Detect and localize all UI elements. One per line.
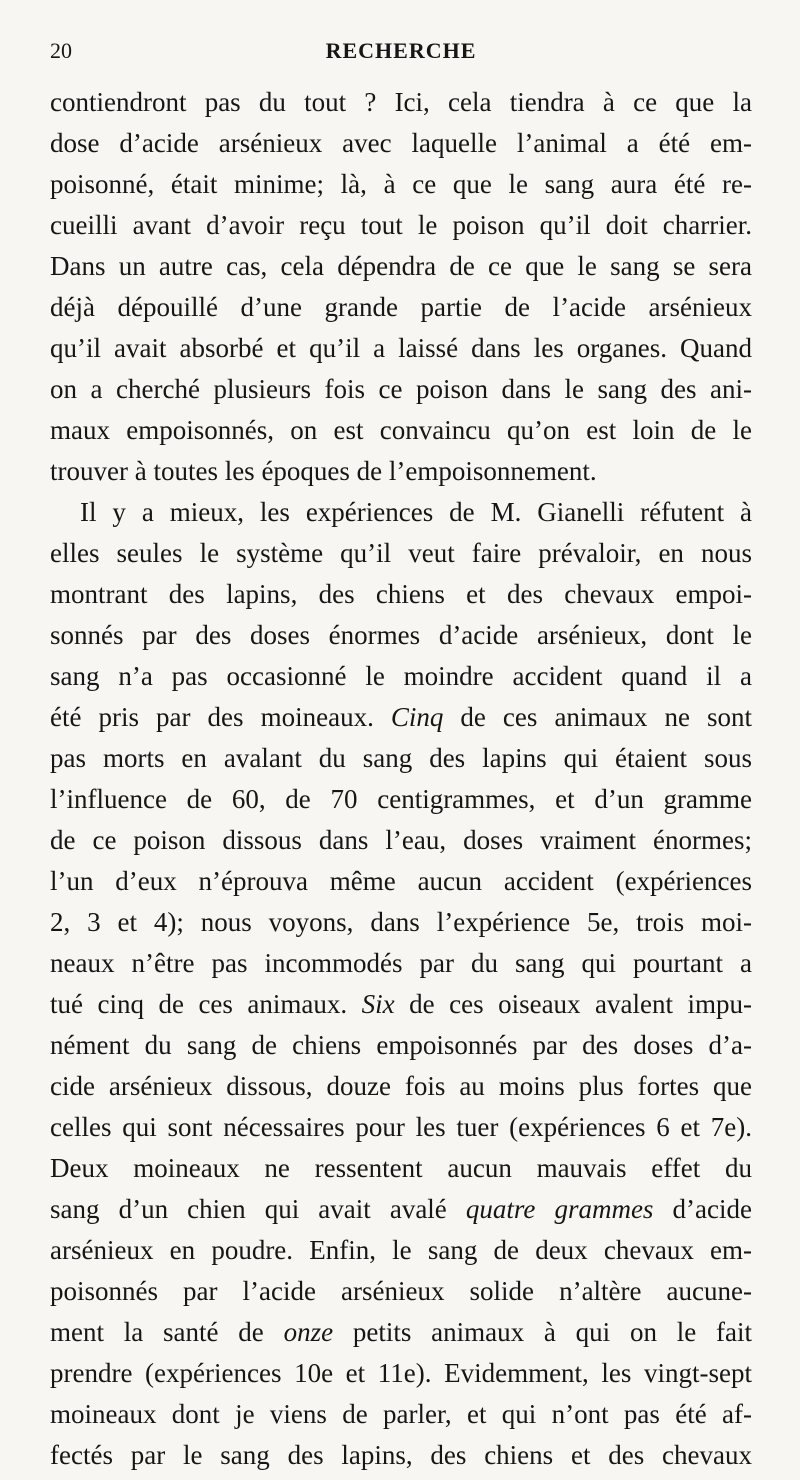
text-line: on a cherché plusieurs fois ce poison dans le sang des ani- xyxy=(50,374,752,404)
text-line: fectés par le sang des lapins, des chiens et des chevaux xyxy=(50,1440,752,1470)
running-head: RECHERCHE xyxy=(325,38,477,63)
text-line: l’influence de 60, de 70 centigrammes, et d’un gramme xyxy=(50,784,752,814)
text-line: l’un d’eux n’éprouva même aucun accident (expériences xyxy=(50,866,752,896)
text-line: contiendront pas du tout ? Ici, cela tiendra à ce que la xyxy=(50,87,752,117)
text-line: déjà dépouillé d’une grande partie de l’acide arsénieux xyxy=(50,292,752,322)
text-line: arsénieux en poudre. Enfin, le sang de deux chevaux em- xyxy=(50,1235,752,1265)
text-line: Dans un autre cas, cela dépendra de ce que le sang se sera xyxy=(50,251,752,281)
body-text xyxy=(50,82,752,1476)
text-line: 2, 3 et 4); nous voyons, dans l’expérience 5e, trois moi- xyxy=(50,907,752,937)
text-line: qu’il avait absorbé et qu’il a laissé dans les organes. Quand xyxy=(50,333,752,363)
text-line: montrant des lapins, des chiens et des chevaux empoi- xyxy=(50,579,752,609)
text-line: trouver à toutes les époques de l’empoisonnement. xyxy=(50,456,597,486)
text-line: neaux n’être pas incommodés par du sang qui pourtant a xyxy=(50,948,752,978)
text-line: tué cinq de ces animaux. Six de ces oiseaux avalent impu- xyxy=(50,989,753,1019)
text-line: moineaux dont je viens de parler, et qui n’ont pas été af- xyxy=(50,1399,752,1429)
text-line: sang d’un chien qui avait avalé quatre grammes d’acide xyxy=(50,1194,752,1224)
text-line: de ce poison dissous dans l’eau, doses vraiment énormes; xyxy=(50,825,752,855)
text-line: poisonnés par l’acide arsénieux solide n’altère aucune- xyxy=(50,1276,752,1306)
text-line: celles qui sont nécessaires pour les tuer (expériences 6 et 7e). xyxy=(50,1112,752,1142)
text-line: nément du sang de chiens empoisonnés par des doses d’a- xyxy=(50,1030,752,1060)
text-line: poisonné, était minime; là, à ce que le sang aura été re- xyxy=(50,169,752,199)
text-line: sang n’a pas occasionné le moindre accident quand il a xyxy=(50,661,752,691)
text-line: sonnés par des doses énormes d’acide arsénieux, dont le xyxy=(50,620,752,650)
page-header xyxy=(50,38,752,78)
page-number: 20 xyxy=(50,38,72,63)
text-line: elles seules le système qu’il veut faire prévaloir, en nous xyxy=(50,538,752,568)
text-line: pas morts en avalant du sang des lapins qui étaient sous xyxy=(50,743,752,773)
text-line: cueilli avant d’avoir reçu tout le poison qu’il doit charrier. xyxy=(50,210,752,240)
text-line: Deux moineaux ne ressentent aucun mauvais effet du xyxy=(50,1153,752,1183)
text-line: été pris par des moineaux. Cinq de ces animaux ne sont xyxy=(50,702,752,732)
text-line: maux empoisonnés, on est convaincu qu’on est loin de le xyxy=(50,415,752,445)
text-line: Il y a mieux, les expériences de M. Gianelli réfutent à xyxy=(80,497,752,527)
text-line: cide arsénieux dissous, douze fois au moins plus fortes que xyxy=(50,1071,752,1101)
text-line: prendre (expériences 10e et 11e). Evidemment, les vingt-sept xyxy=(50,1358,752,1388)
text-line: ment la santé de onze petits animaux à qui on le fait xyxy=(50,1317,752,1347)
text-line: dose d’acide arsénieux avec laquelle l’animal a été em- xyxy=(50,128,752,158)
